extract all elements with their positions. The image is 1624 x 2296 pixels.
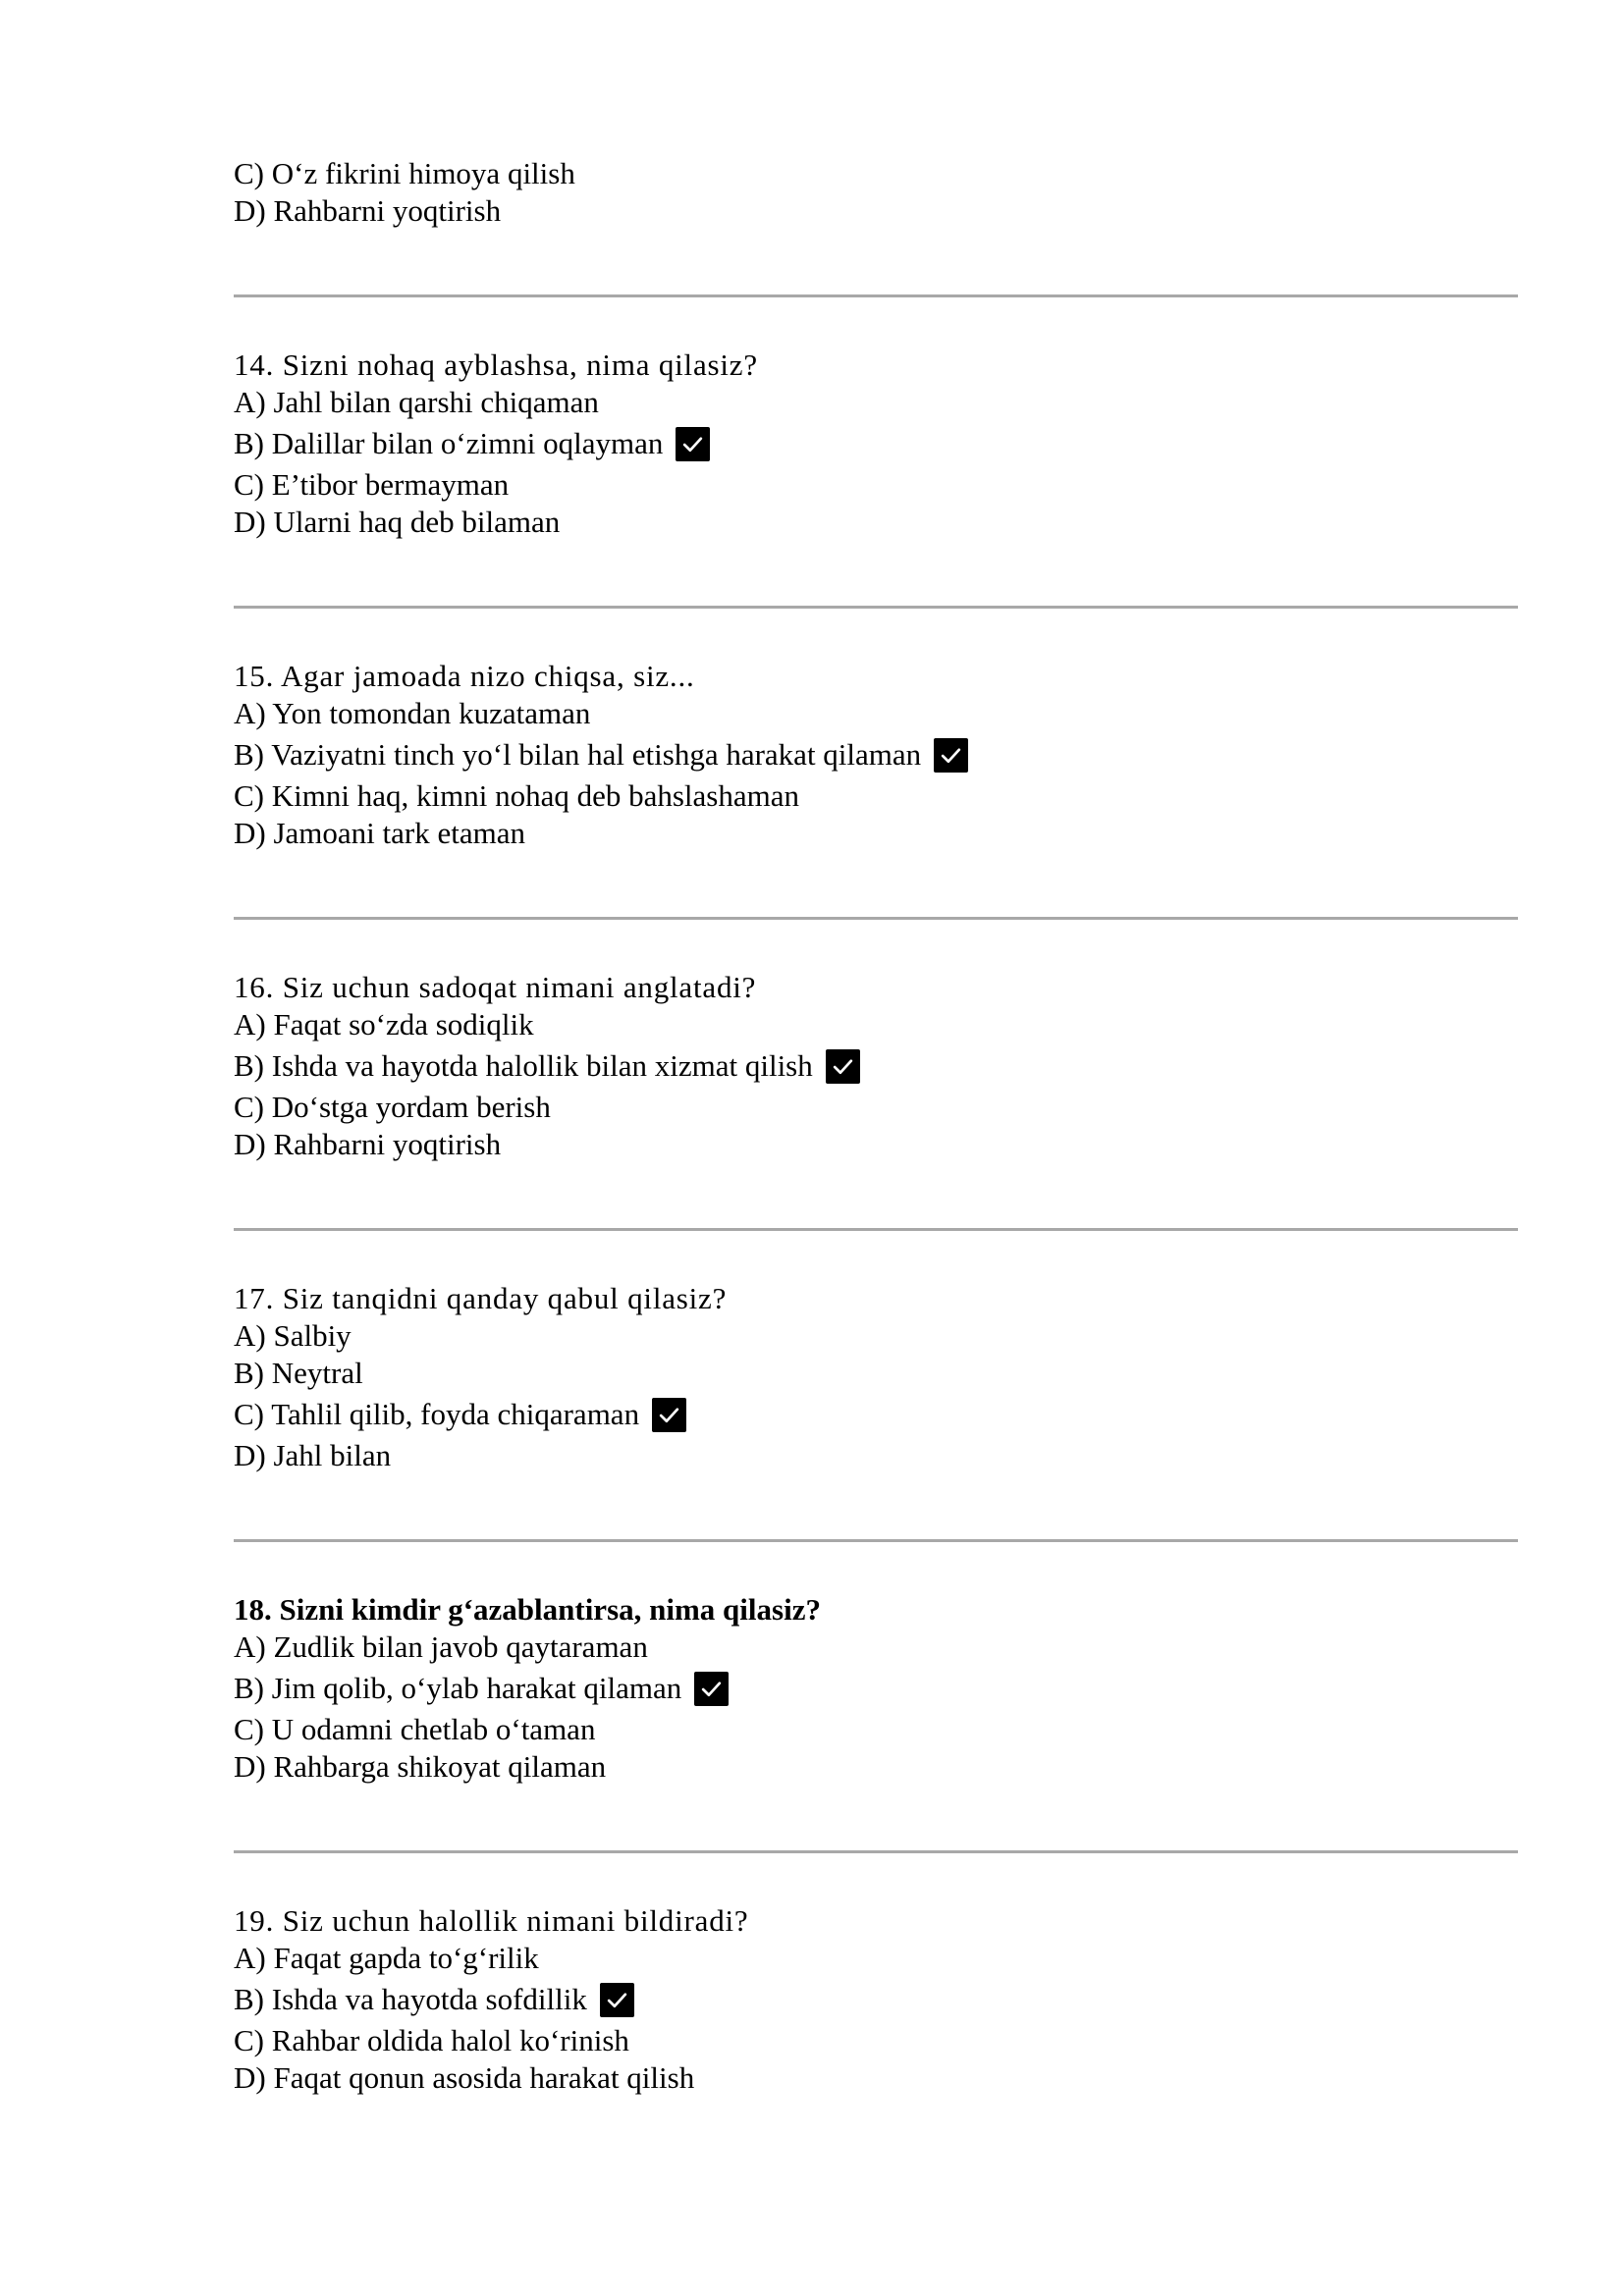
check-mark-icon xyxy=(652,1398,686,1432)
option-b-selected xyxy=(234,1977,1518,2022)
option-c: C) U odamni chetlab o‘taman xyxy=(234,1712,596,1746)
option-b-selected xyxy=(234,421,1518,466)
option-a: A) Zudlik bilan javob qaytaraman xyxy=(234,1629,648,1664)
option-c-selected xyxy=(234,1392,1518,1437)
question-13-continuation xyxy=(234,155,1518,230)
option-label: B) Ishda va hayotda halollik bilan xizmat qilish xyxy=(234,1048,813,1083)
check-mark-icon xyxy=(934,738,968,773)
question-18 xyxy=(234,1591,1518,1786)
question-title: 15. Agar jamoada nizo chiqsa, siz... xyxy=(234,659,695,693)
divider xyxy=(234,294,1518,297)
option-a: A) Jahl bilan qarshi chiqaman xyxy=(234,385,599,419)
option-b: B) Neytral xyxy=(234,1356,363,1390)
option-d: D) Ularni haq deb bilaman xyxy=(234,505,561,539)
document-page xyxy=(234,155,1518,2097)
question-17 xyxy=(234,1280,1518,1474)
check-mark-icon xyxy=(676,427,710,461)
divider xyxy=(234,1228,1518,1231)
option-a: A) Faqat gapda to‘g‘rilik xyxy=(234,1941,539,1975)
question-title: 19. Siz uchun halollik nimani bildiradi? xyxy=(234,1903,749,1938)
question-title: 18. Sizni kimdir g‘azablantirsa, nima qilasiz? xyxy=(234,1592,821,1627)
option-label: B) Ishda va hayotda sofdillik xyxy=(234,1982,587,2016)
divider xyxy=(234,606,1518,609)
check-mark-icon xyxy=(826,1049,860,1084)
option-d: D) Faqat qonun asosida harakat qilish xyxy=(234,2060,695,2095)
option-d: D) Rahbarni yoqtirish xyxy=(234,1127,502,1161)
option-c: C) O‘z fikrini himoya qilish xyxy=(234,156,575,190)
option-c: C) E’tibor bermayman xyxy=(234,467,510,502)
option-label: B) Vaziyatni tinch yo‘l bilan hal etishga harakat qilaman xyxy=(234,737,922,772)
option-label: C) Tahlil qilib, foyda chiqaraman xyxy=(234,1397,640,1431)
option-a: A) Faqat so‘zda sodiqlik xyxy=(234,1007,534,1041)
check-mark-icon xyxy=(600,1983,634,2017)
question-14 xyxy=(234,347,1518,541)
divider xyxy=(234,917,1518,920)
question-16 xyxy=(234,969,1518,1163)
check-mark-icon xyxy=(694,1672,729,1706)
option-c: C) Kimni haq, kimni nohaq deb bahslashaman xyxy=(234,778,799,813)
option-d: D) Jahl bilan xyxy=(234,1438,392,1472)
option-b-selected xyxy=(234,732,1518,777)
option-b-selected xyxy=(234,1666,1518,1711)
option-d: D) Rahbarni yoqtirish xyxy=(234,193,502,228)
question-19 xyxy=(234,1902,1518,2097)
option-label: B) Dalillar bilan o‘zimni oqlayman xyxy=(234,426,664,460)
question-15 xyxy=(234,658,1518,852)
option-c: C) Rahbar oldida halol ko‘rinish xyxy=(234,2023,629,2057)
option-a: A) Yon tomondan kuzataman xyxy=(234,696,591,730)
question-title: 14. Sizni nohaq ayblashsa, nima qilasiz? xyxy=(234,347,758,382)
option-a: A) Salbiy xyxy=(234,1318,352,1353)
divider xyxy=(234,1850,1518,1853)
option-b-selected xyxy=(234,1043,1518,1089)
question-title: 16. Siz uchun sadoqat nimani anglatadi? xyxy=(234,970,757,1004)
question-title: 17. Siz tanqidni qanday qabul qilasiz? xyxy=(234,1281,728,1315)
option-c: C) Do‘stga yordam berish xyxy=(234,1090,551,1124)
option-label: B) Jim qolib, o‘ylab harakat qilaman xyxy=(234,1671,682,1705)
option-d: D) Jamoani tark etaman xyxy=(234,816,525,850)
option-d: D) Rahbarga shikoyat qilaman xyxy=(234,1749,607,1784)
divider xyxy=(234,1539,1518,1542)
